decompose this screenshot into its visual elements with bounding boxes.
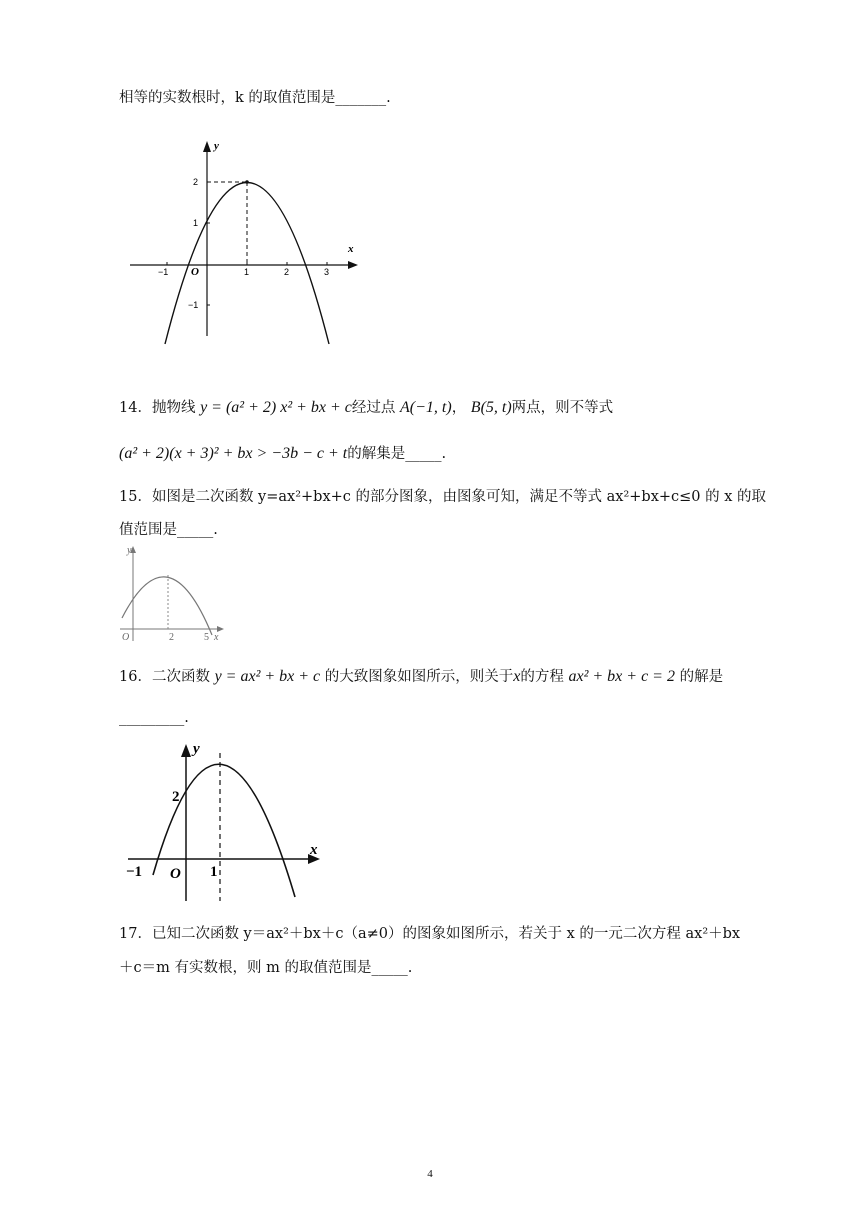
q15-text-1: 如图是二次函数 y=ax²+bx+c 的部分图象，由图象可知，满足不等式 ax²+bx+c≤0 的 x 的取 — [151, 489, 767, 505]
q13-tick-label-y: 1 — [193, 218, 199, 228]
q16-tick-label-x: −1 — [126, 864, 143, 880]
q15-number: 15． — [119, 489, 152, 505]
q16-blank: _________. — [119, 710, 189, 726]
q15-line1 — [119, 487, 766, 507]
q16-number: 16． — [119, 669, 152, 685]
q15-origin-label: O — [122, 632, 130, 643]
q14-line2 — [119, 444, 446, 464]
q16-graph — [120, 735, 350, 905]
q15-tick-label-x: 5 — [204, 632, 209, 643]
q14-text-a: 抛物线 — [151, 400, 196, 416]
q15-y-label: y — [127, 545, 132, 556]
q14-line1 — [119, 398, 613, 418]
q15-x-label: x — [214, 632, 219, 643]
q15-line2 — [119, 520, 218, 540]
q14-separator: ， — [451, 400, 467, 416]
q16-var: x — [513, 668, 521, 685]
q14-point-b: B(5, t) — [470, 399, 512, 416]
q14-text-c: 两点，则不等式 — [511, 400, 614, 416]
q13-tick-label-y: 2 — [193, 177, 199, 187]
q13-tick-label-x: −1 — [158, 267, 169, 277]
q13-y-label: y — [214, 140, 219, 152]
q16-origin-label: O — [170, 866, 181, 882]
q13-y-arrow — [203, 141, 211, 152]
q15-text-2: 值范围是_____. — [119, 522, 218, 538]
q13-x-arrow — [348, 261, 358, 269]
q13-tick-label-x: 1 — [244, 267, 250, 277]
q13-continuation-text: 相等的实数根时，k 的取值范围是_______. — [119, 90, 391, 106]
q14-text-d: 的解集是_____. — [347, 446, 447, 462]
q13-tick-label-x: 3 — [324, 267, 330, 277]
q17-line2 — [119, 958, 412, 978]
q14-text-b: 经过点 — [351, 400, 396, 416]
q13-x-label: x — [348, 243, 354, 255]
page-number: 4 — [427, 1168, 433, 1180]
q15-tick-label-x: 2 — [169, 632, 174, 643]
q16-line2 — [119, 708, 189, 728]
q16-tick-label-y: 2 — [172, 789, 180, 805]
q16-equation-2: ax² + bx + c = 2 — [568, 668, 675, 685]
q16-text-c: 的方程 — [520, 669, 564, 685]
q16-equation: y = ax² + bx + c — [214, 668, 321, 685]
q16-y-label: y — [193, 741, 200, 757]
q15-graph — [118, 543, 228, 643]
q13-vertex-point — [245, 180, 249, 184]
q16-line1 — [119, 667, 723, 687]
q16-text-a: 二次函数 — [151, 669, 210, 685]
q16-text-d: 的解是 — [679, 669, 724, 685]
q13-tick-label-x: 2 — [284, 267, 290, 277]
q14-equation: y = (a² + 2) x² + bx + c — [200, 399, 352, 416]
q16-y-arrow — [181, 744, 191, 757]
q13-origin-label: O — [191, 266, 199, 278]
q13-graph — [128, 138, 368, 358]
q14-inequality: (a² + 2)(x + 3)² + bx > −3b − c + t — [119, 445, 348, 462]
q16-text-b: 的大致图象如图所示，则关于 — [324, 669, 514, 685]
q14-point-a: A(−1, t) — [400, 399, 452, 416]
q13-tick-label-y: −1 — [188, 300, 199, 310]
q17-number: 17． — [119, 926, 152, 942]
q16-x-label: x — [310, 842, 318, 858]
q17-line1 — [119, 924, 740, 944]
q17-text-2: ＋c＝m 有实数根，则 m 的取值范围是_____. — [119, 960, 413, 976]
q17-text-1: 已知二次函数 y＝ax²＋bx＋c（a≠0）的图象如图所示，若关于 x 的一元二次方程 ax²＋bx — [151, 926, 741, 942]
q16-tick-label-x: 1 — [210, 864, 218, 880]
q13-continuation — [119, 88, 391, 108]
q15-parabola — [122, 577, 212, 635]
q14-number: 14． — [119, 400, 152, 416]
